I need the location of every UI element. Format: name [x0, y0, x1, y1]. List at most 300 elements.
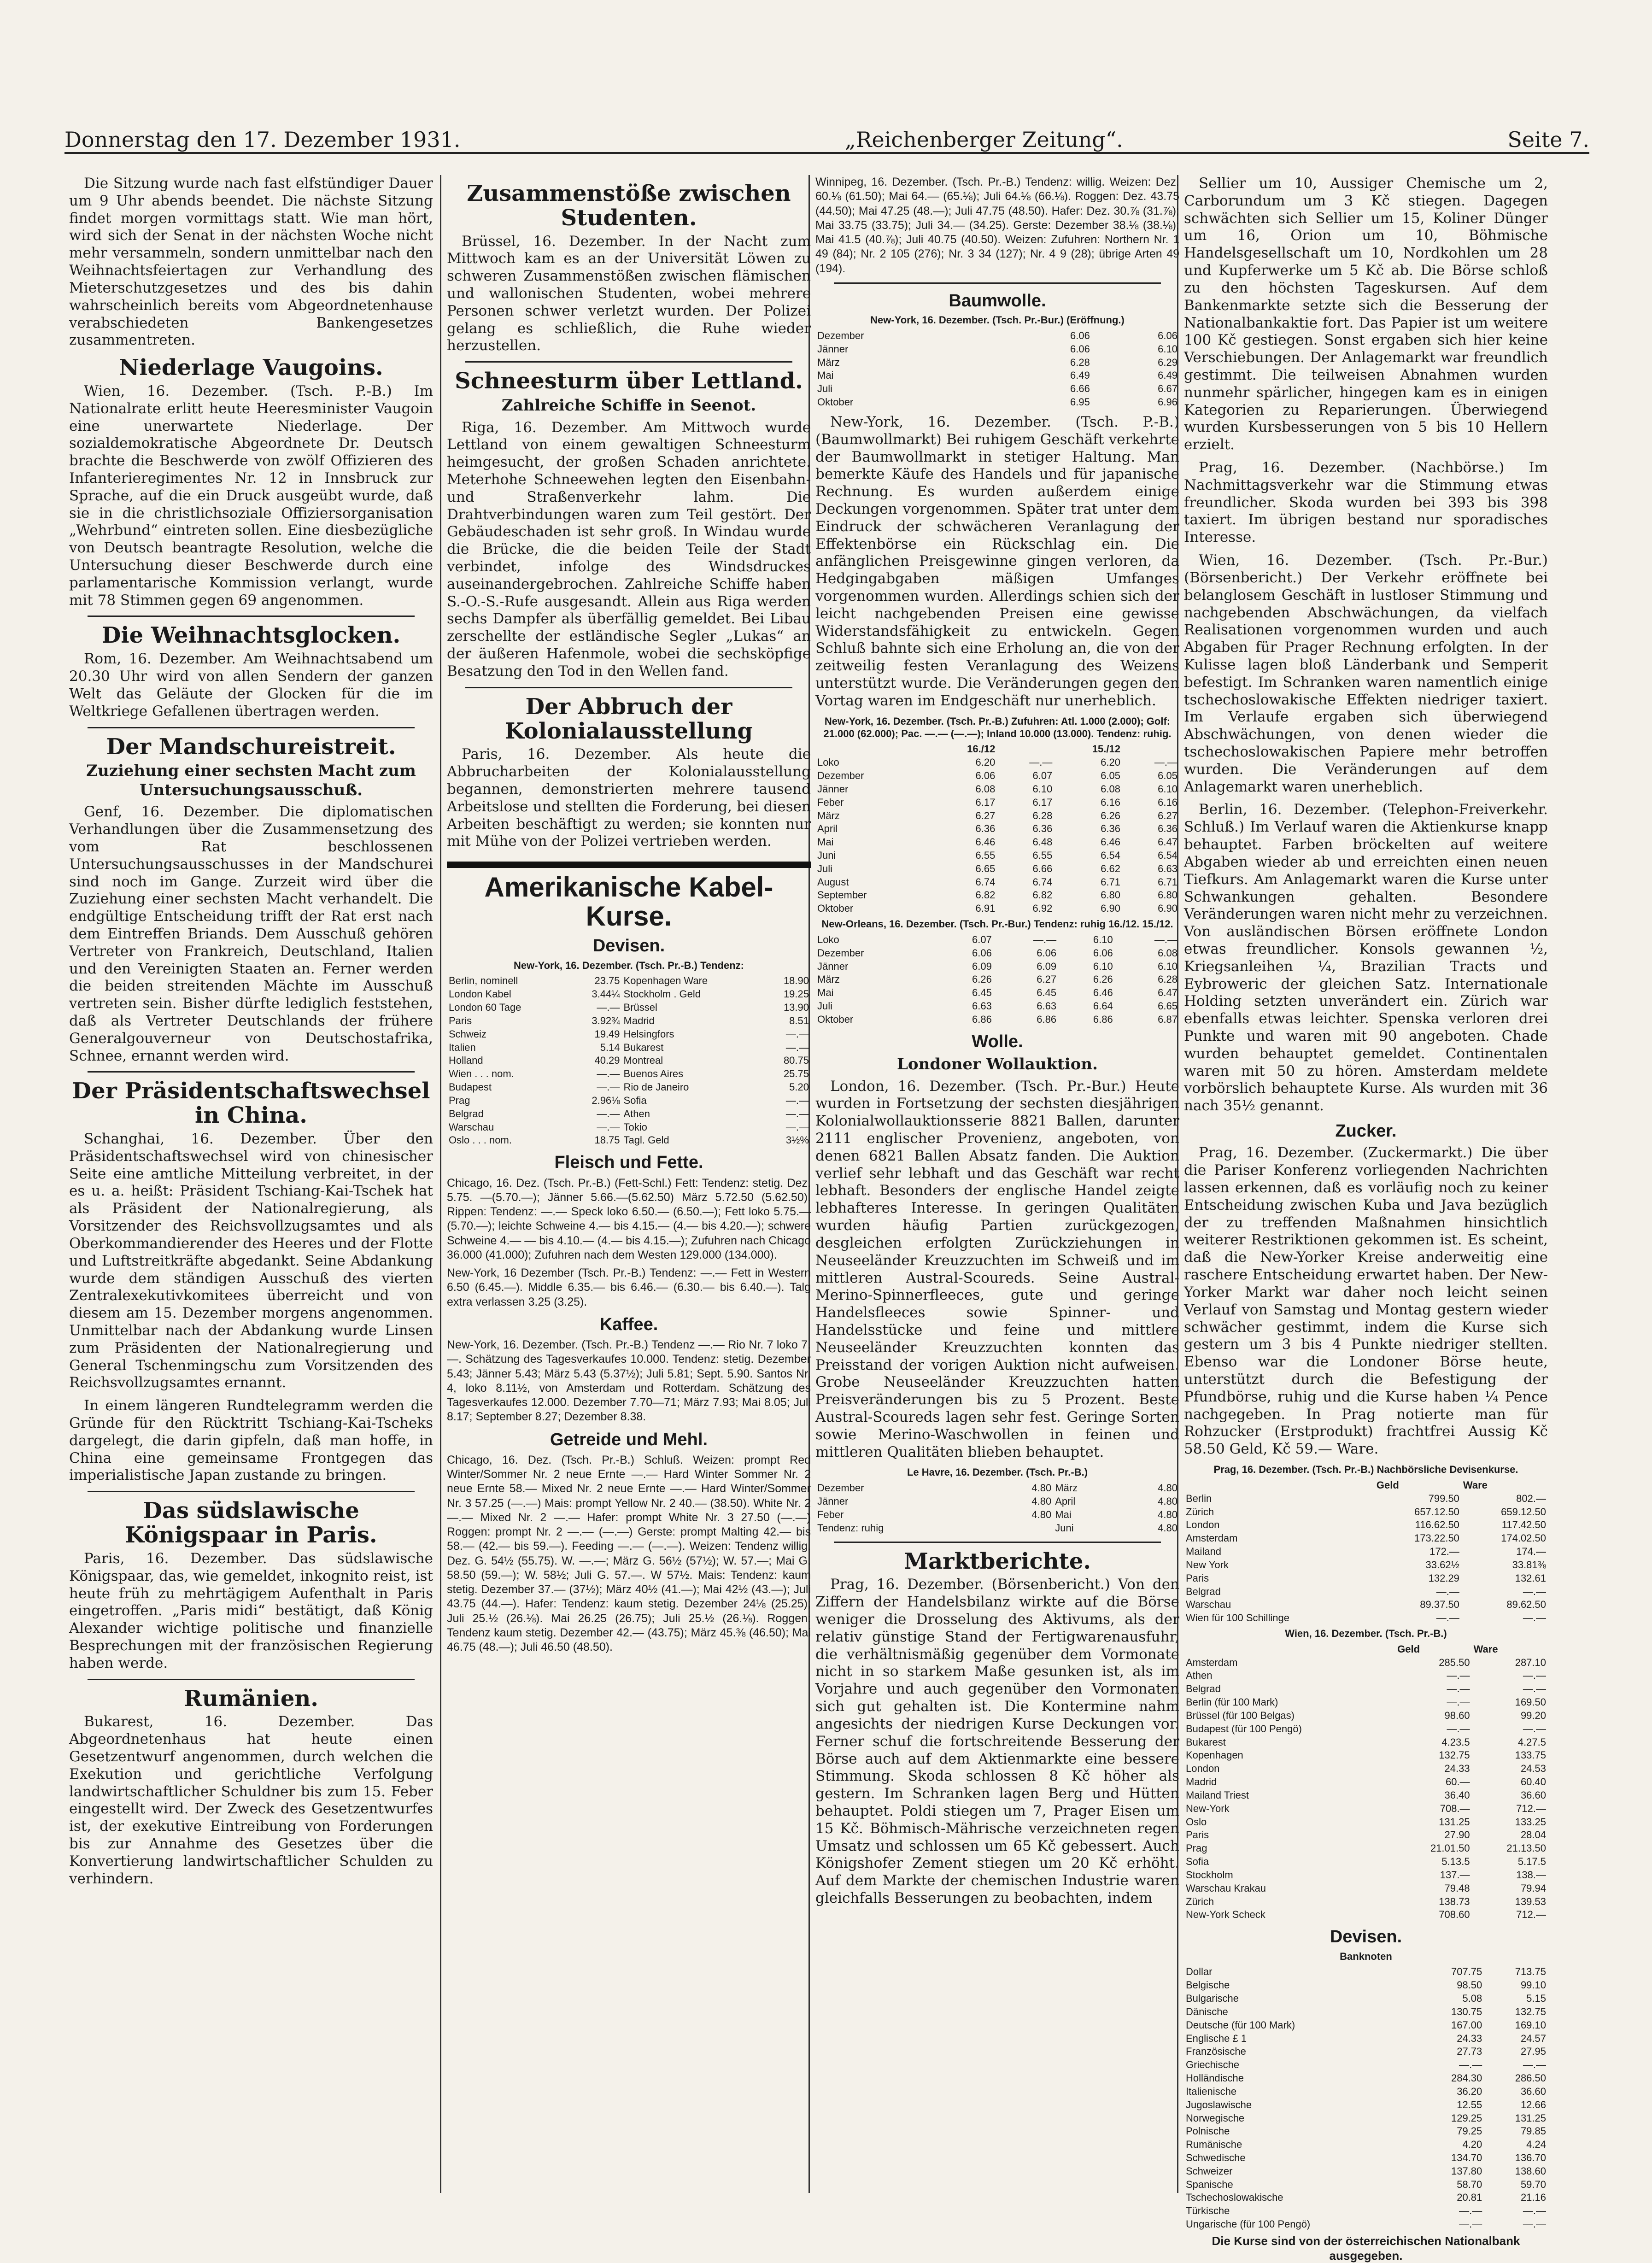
table-cell: 40.29 — [594, 1055, 620, 1067]
table-cell: 6.55 — [975, 850, 996, 861]
table-cell: März — [1055, 1482, 1078, 1494]
table-cell: 20.81 — [1457, 2192, 1482, 2204]
table-cell: 6.92 — [1032, 903, 1053, 915]
table-cell: 802.— — [1516, 1492, 1546, 1504]
table-cell: 12.55 — [1457, 2099, 1482, 2111]
table-cell: 6.06 — [975, 770, 996, 782]
kaffee-heading: Kaffee. — [599, 1314, 658, 1334]
table-cell: 3.92¾ — [592, 1014, 620, 1026]
table-cell: 6.74 — [1032, 876, 1053, 888]
table-row — [1184, 2165, 1548, 2178]
table-cell: August — [817, 876, 849, 888]
getreide-report: Chicago, 16. Dez. (Tsch. Pr.-B.) Schluß. Weizen: prompt Red Winter/Sommer Nr. 2 neue Ernte —.— Hard Winter Sommer Nr. 2 neue Ernte 58.— Mixed Nr. 2 neue Ernte —.— Hard Winter/Sommer Nr. 3 57.25 (—.—) Mais: prompt Yellow Nr. 2 40.— (38.50). White Nr. 2 —.— Mixed Nr. 2 —.— Hafer: prompt White Nr. 3 27.50 (—.—) Roggen: prompt Nr. 2 —.— (—.—) Gerste: prompt Malting 42.— bis 58.— (42.— bis 59.—). Feeding —.— (—.—). Weizen: Tendenz willig. Dez. G. 54½ (55.75). W. —.—; März G. 56½ (57½); W. 57.—; Mai G. 58.50 (59.—); W. 58½; Juli G. 57.—. W 57½. Mais: Tendenz: kaum stetig. Dezember 37.— (37½); März 40½ (41.—); Mai 42½ (43.—); Juli 43.75 (44.—). Hafer: Tendenz: kaum stetig. Dezember 24⅛ (25.25); Juli 25.½ (26.⅛). Mai 26.25 (26.75); Juli 25.½ (26.⅛). Roggen: Tendenz kaum stetig. Dezember 42.— (43.75); März 45.⅜ (46.50); Mai 46.75 (48.—); Juli 46.50 (48.50). — [447, 1453, 811, 1654]
table-cell: 15./12 — [1092, 743, 1120, 755]
table-cell: 138.73 — [1439, 1895, 1470, 1907]
table-cell: 173.22.50 — [1414, 1532, 1459, 1544]
table-cell: —.— — [785, 1041, 809, 1053]
table-row — [1184, 1696, 1548, 1709]
table-cell: 33.81⅜ — [1512, 1559, 1546, 1571]
table-cell: Griechische — [1186, 2059, 1240, 2071]
table-row — [815, 769, 1179, 783]
table-cell: 6.45 — [1037, 987, 1057, 999]
table-cell: 6.86 — [972, 1013, 992, 1025]
table-row — [447, 1081, 811, 1094]
wien-devisen-table — [1184, 1643, 1548, 1922]
table-cell: Dänische — [1186, 2005, 1228, 2017]
table-cell: 6.10 — [1158, 343, 1177, 355]
table-row — [815, 756, 1179, 769]
article-body: Prag, 16. Dezember. (Nachbörse.) Im Nachmittagsverkehr war die Stimmung etwas freundlicher. Skoda wurden bei 393 bis 398 taxiert. Im übrigen bestand nur sporadisches Interesse. — [1184, 459, 1548, 546]
table-cell: Spanische — [1186, 2178, 1233, 2190]
divider — [88, 1491, 415, 1492]
table-row — [1184, 2032, 1548, 2046]
table-row — [1184, 1532, 1548, 1545]
article-title: Zusammenstöße zwischen Studenten. — [467, 181, 791, 231]
table-cell: 6.28 — [1158, 973, 1177, 985]
table-cell: 89.62.50 — [1506, 1599, 1546, 1611]
table-row — [1184, 1736, 1548, 1749]
table-cell: 4.24 — [1526, 2139, 1546, 2151]
table-cell: Italien — [449, 1041, 476, 1053]
table-cell: Paris — [1186, 1829, 1209, 1841]
table-cell: 6.64 — [1093, 1000, 1113, 1012]
winnipeg-report: Winnipeg, 16. Dezember. (Tsch. Pr.-B.) Tendenz: willig. Weizen: Dez. 60.⅛ (61.50); Mai 64.— (65.⅛); Juli 64.⅛ (66.⅛). Roggen: Dez. 43.75 (44.50); Mai 47.25 (48.—); Juli 47.75 (48.50). Hafer: Dez. 30.⅞ (31.⅞); Mai 33.75 (33.75); Juli 34.— (34.25). Gerste: Dezember 38.⅛ (38.⅛); Mai 41.5 (40.⅞); Juli 40.75 (40.50). Weizen: Zufuhren: Northern Nr. 1 49 (84); Nr. 2 105 (276); Nr. 3 34 (127); Nr. 4 9 (28); übrige Arten 49 (194). — [815, 176, 1179, 275]
article-body: Berlin, 16. Dezember. (Telephon-Freiverkehr. Schluß.) Im Verlauf waren die Aktienkurse knapp behauptet. Farben bröckelten auf weitere Abgaben wieder ab und erreichten einen neuen Tiefkurs. Am Anlagemarkt waren die Kurse unter Schwankungen gehalten. Besondere Veränderungen waren nicht mehr zu verzeichnen. Von ausländischen Börsen eröffnete London etwas freundlicher. Konsols gewannen ½, Kriegsanleihen ¼, Brazilian Tracts und Eybroweric der gleichen Satz. Internationale Holding setzten unverändert ein. Zürich war ebenfalls etwas leichter. Spenska verloren drei Punkte und waren mit 90 angeboten. Chade wurden behauptet gemeldet. Continentalen waren mit 50 zu hören. Amsterdam meldete vorbörslich behauptete Kurse. Als wurden mit 36 nach 35½ genannt. — [1184, 801, 1548, 1114]
table-cell: 6.28 — [1070, 356, 1090, 368]
table-cell: 6.95 — [1070, 396, 1090, 408]
table-cell: 4.80 — [1158, 1508, 1177, 1520]
table-cell: 6.07 — [972, 933, 992, 945]
table-row — [1184, 2178, 1548, 2192]
table-cell — [994, 1522, 1053, 1535]
table-cell: 132.75 — [1515, 2005, 1546, 2017]
table-cell: 137.80 — [1451, 2165, 1482, 2177]
article-body: Bukarest, 16. Dezember. Das Abgeordnetenhaus hat heute einen Gesetzentwurf angenommen, durch welchen die Exekution und gerichtliche Verfolgung landwirtschaftlicher Schuldner bis zum 15. Feber eingestellt wird. Der Zweck des Gesetzentwurfes ist, der exekutive Eintreibung von Forderungen bis zur Annahme des Gesetzes über die Konvertierung landwirtschaftlicher Schulden zu verhindern. — [69, 1713, 433, 1887]
table-cell: 19.49 — [594, 1028, 620, 1040]
table-row — [815, 369, 1179, 382]
table-row — [1184, 1723, 1548, 1736]
column-rule — [440, 175, 441, 2193]
table-row — [1184, 2019, 1548, 2032]
table-cell: —.— — [785, 1121, 809, 1133]
page-header — [64, 124, 1589, 154]
table-cell: Deutsche (für 100 Mark) — [1186, 2019, 1295, 2031]
table-cell: Holländische — [1186, 2072, 1244, 2084]
table-cell: Feber — [817, 796, 844, 808]
table-cell: 4.27.5 — [1517, 1736, 1546, 1748]
table-cell: März — [817, 973, 840, 985]
table-cell: Wien . . . nom. — [449, 1068, 514, 1080]
table-cell: 6.26 — [1101, 809, 1120, 821]
table-cell: 79.48 — [1444, 1882, 1470, 1894]
table-cell: März — [817, 809, 840, 821]
table-cell: Oktober — [817, 1013, 854, 1025]
table-cell: Jänner — [817, 783, 849, 795]
table-cell: 131.25 — [1515, 2112, 1546, 2124]
fleisch-report: Chicago, 16. Dez. (Tsch. Pr.-B.) (Fett-Schl.) Fett: Tendenz: stetig. Dez. 5.75. —(5.70.—); Jänner 5.66.—(5.62.50) März 5.72.50 (5.62.50). Rippen: Tendenz: —.— Speck loko 6.50.— (6.50.—); Fett loko 5.75.— (5.70.—); leichte Schweine 4.— bis 4.15.— (4.— bis 4.20.—); schwere Schweine 4.— — bis 4.10.— (4.— bis 4.15.—); Zufuhren nach Chicago 36.000 (41.000); Zufuhren nach dem Westen 129.000 (134.000). — [447, 1176, 811, 1261]
quote-table-header: New-York, 16. Dezember. (Tsch. Pr.-B.) Zufuhren: Atl. 1.000 (2.000); Golf: 21.000 (62.000); Pac. —.— (—.—); Inland 10.000 (13.000). Tendenz: ruhig. — [823, 715, 1172, 739]
table-cell: 5.08 — [1462, 1993, 1482, 2005]
table-cell: —.— — [597, 1068, 620, 1080]
table-cell: 286.50 — [1515, 2072, 1546, 2084]
table-cell: 98.60 — [1444, 1709, 1470, 1721]
table-cell: —.— — [1154, 756, 1177, 768]
table-row — [1184, 1829, 1548, 1842]
table-cell: 28.04 — [1520, 1829, 1546, 1841]
table-row — [815, 947, 1179, 960]
table-row — [1184, 1598, 1548, 1612]
table-row — [1184, 2204, 1548, 2218]
table-cell: 6.10 — [1093, 960, 1113, 972]
table-row — [1184, 1518, 1548, 1532]
table-cell: 138.60 — [1515, 2165, 1546, 2177]
table-cell: Stockholm — [1186, 1869, 1233, 1881]
table-cell: —.— — [1029, 756, 1053, 768]
table-cell: —.— — [1523, 1723, 1546, 1735]
quote-table-header: Prag, 16. Dezember. (Tsch. Pr.-B.) Nachbörsliche Devisenkurse. — [1213, 1464, 1518, 1476]
table-cell: 6.63 — [1037, 1000, 1057, 1012]
article-body: Wien, 16. Dezember. (Tsch. Pr.-Bur.) (Börsenbericht.) Der Verkehr eröffnete bei belanglosem Geschäft in lustloser Stimmung und nachgebenden Abschwächungen, da vielfach Realisationen vorgenommen wurden und auch Abgaben für Prager Rechnung erfolgten. In der Kulisse lagen bloß Länderbank und Semperit befestigt. Im Schranken waren namentlich einige tschechoslowakische Effekten niedriger taxiert. Im Verlaufe ergaben sich überwiegend Abschwächungen, von denen wieder die tschechoslowakischen Papiere mehr betroffen wurden. Die Veränderungen auf dem Anlagemarkt waren unerheblich. — [1184, 552, 1548, 795]
table-cell: Loko — [817, 756, 839, 768]
table-row — [447, 1121, 811, 1134]
table-cell: —.— — [597, 1081, 620, 1093]
table-cell: 6.08 — [1101, 783, 1120, 795]
table-cell: Paris — [449, 1014, 472, 1026]
table-cell: Tschechoslowakische — [1186, 2192, 1283, 2204]
quote-table-header: Le Havre, 16. Dezember. (Tsch. Pr.-B.) — [907, 1466, 1088, 1478]
table-cell: 6.16 — [1158, 796, 1177, 808]
quote-table-header: New-York, 16. Dezember. (Tsch. Pr.-Bur.) (Eröffnung.) — [870, 314, 1125, 326]
table-row — [1184, 1572, 1548, 1585]
table-cell: 6.96 — [1158, 396, 1177, 408]
table-row — [447, 1014, 811, 1028]
header-paper-title: „Reichenberger Zeitung“. — [845, 127, 1123, 152]
table-row — [1184, 1492, 1548, 1506]
table-cell: 657.12.50 — [1414, 1506, 1459, 1518]
baumwolle-table — [815, 329, 1179, 409]
fleisch-heading: Fleisch und Fette. — [554, 1153, 703, 1173]
table-cell: 6.06 — [1158, 329, 1177, 341]
table-row — [447, 988, 811, 1001]
table-cell: Budapest (für 100 Pengö) — [1186, 1723, 1302, 1735]
table-row — [1184, 2099, 1548, 2112]
table-cell: April — [817, 823, 838, 835]
table-cell: 6.05 — [1158, 770, 1177, 782]
table-row — [1184, 1709, 1548, 1723]
table-cell: Wien für 100 Schillinge — [1186, 1612, 1290, 1624]
table-row — [447, 1134, 811, 1147]
table-cell: 6.28 — [1032, 809, 1053, 821]
table-row — [815, 743, 1179, 756]
table-cell: Stockholm . Geld — [623, 988, 701, 1000]
table-row — [1184, 1789, 1548, 1802]
table-cell: 6.46 — [1101, 836, 1120, 848]
table-cell: 4.20 — [1462, 2139, 1482, 2151]
column-1 — [69, 175, 433, 2193]
table-row — [447, 1067, 811, 1081]
table-cell: 5.14 — [600, 1041, 620, 1053]
marktberichte-heading: Marktberichte. — [903, 1548, 1091, 1574]
table-row — [1184, 1506, 1548, 1519]
table-cell: 6.36 — [1158, 823, 1177, 835]
zucker-report: Prag, 16. Dezember. (Zuckermarkt.) Die über die Pariser Konferenz vorliegenden Nachrichten lassen erkennen, daß es vorläufig noch zu keiner Entscheidung zwischen Kuba und Java bezüglich der zu treffenden Maßnahmen hinsichtlich weiterer Restriktionen gekommen ist. Es scheint, daß die New-Yorker Kreise anderweitig eine raschere Entscheidung erwartet haben. Der New-Yorker Markt war daher noch leicht seinen Verlauf von Samstag und Montag gestern wieder schwächer gestimmt, indem die Kurse sich gestern um 3 bis 4 Punkte niedriger stellten. Ebenso war die Londoner Börse heute, unterstützt durch die Befestigung der Pfundbörse, ruhig und die Kurse haben ¼ Pence nachgegeben. In Prag notierte man für Rohzucker (Erstprodukt) frachtfrei Aussig Kč 58.50 Geld, Kč 59.— Ware. — [1184, 1144, 1548, 1458]
table-cell: —.— — [785, 1108, 809, 1120]
table-row — [815, 783, 1179, 796]
table-cell: Dezember — [817, 770, 864, 782]
table-cell: Mai — [1055, 1508, 1072, 1520]
table-cell: 6.49 — [1158, 369, 1177, 381]
table-cell: —.— — [1523, 2218, 1546, 2230]
table-cell: 6.80 — [1158, 889, 1177, 901]
table-cell: London — [1186, 1519, 1220, 1531]
table-cell: 133.25 — [1515, 1816, 1546, 1828]
table-cell: 4.80 — [1031, 1482, 1052, 1494]
table-row — [1184, 1992, 1548, 2005]
table-cell: 6.46 — [1093, 987, 1113, 999]
table-row — [815, 822, 1179, 836]
table-row — [1184, 1545, 1548, 1559]
table-cell: 132.75 — [1439, 1749, 1470, 1761]
table-cell: —.— — [1523, 2205, 1546, 2217]
table-row — [815, 933, 1179, 947]
table-row — [815, 356, 1179, 369]
table-cell: 5.15 — [1526, 1993, 1546, 2005]
table-cell: Juli — [817, 862, 833, 874]
table-row — [1184, 2152, 1548, 2165]
table-cell: Amsterdam — [1186, 1656, 1238, 1668]
marktberichte-report: Prag, 16. Dezember. (Börsenbericht.) Von den Ziffern der Handelsbilanz wirkte auf die Börse weniger die Drosselung des Aktivums, als der relativ günstige Stand der Fertigwarenausfuhr, die verhältnismäßig gegenüber dem Vormonate nicht in so starkem Maße gesunken ist, als im Vorjahre und auch gegenüber den Vormonaten sich gut gehalten ist. Die Kontermine nahm angesichts der niedrigen Kurse Deckungen vor. Ferner schuf die fortschreitende Besserung der Börse auch auf dem Aktienmarkte eine bessere Stimmung. Skoda schlossen 8 Kč höher als gestern. Im Schranken lagen Berg und Hütten behauptet. Poldi stiegen um 7, Prager Eisen um 15 Kč. Böhmisch-Mährische verzeichneten regen Umsatz und schlossen um 65 Kč gebessert. Auch Königshofer Zement stiegen um 20 Kč erhöht. Auf dem Markte der chemischen Industrie waren gleichfalls Besserungen zu beobachten, indem — [815, 1576, 1179, 1907]
article-subtitle: Zahlreiche Schiffe in Seenot. — [501, 396, 756, 415]
table-cell: 4.80 — [1158, 1482, 1177, 1494]
table-cell: Montreal — [623, 1055, 663, 1067]
table-cell: 4.80 — [1031, 1495, 1052, 1507]
table-cell: Italienische — [1186, 2085, 1237, 2097]
article-subtitle: Zuziehung einer sechsten Macht zum Untersuchungsausschuß. — [86, 762, 416, 799]
table-cell: 79.94 — [1520, 1882, 1546, 1894]
article-body: Paris, 16. Dezember. Als heute die Abbrucharbeiten der Kolonialausstellung begannen, demonstrierten mehrere tausend Arbeitslose und stellten die Forderung, bei diesen Arbeiten beschäftigt zu werden; sie konnten nur mit Mühe von der Polizei vertrieben werden. — [447, 746, 811, 850]
table-row — [1184, 2045, 1548, 2058]
table-cell: 659.12.50 — [1501, 1506, 1546, 1518]
table-cell: 6.27 — [1158, 809, 1177, 821]
column-2 — [447, 175, 811, 2193]
nachboerse-table — [1184, 1479, 1548, 1625]
table-cell: 134.70 — [1451, 2152, 1482, 2163]
table-cell: —.— — [597, 1121, 620, 1133]
table-cell: 5.17.5 — [1517, 1856, 1546, 1868]
table-cell: Warschau — [449, 1121, 494, 1133]
table-cell: 6.20 — [1101, 756, 1120, 768]
table-cell: 712.— — [1516, 1802, 1546, 1814]
table-cell: Mai — [817, 987, 834, 999]
table-row — [815, 796, 1179, 809]
table-cell — [997, 743, 1054, 756]
table-cell: —.— — [1033, 933, 1057, 945]
table-row — [815, 960, 1179, 973]
table-row — [815, 862, 1179, 876]
table-row — [815, 986, 1179, 1000]
table-cell: Warschau — [1186, 1599, 1231, 1611]
table-row — [1184, 2072, 1548, 2085]
table-cell: 6.80 — [1101, 889, 1120, 901]
table-cell: September — [817, 889, 867, 901]
havre-table — [815, 1482, 1179, 1535]
table-cell: —.— — [1447, 1670, 1470, 1682]
banknoten-table — [1184, 1965, 1548, 2231]
table-cell: 6.66 — [1070, 383, 1090, 395]
table-cell: Belgrad — [449, 1108, 484, 1120]
table-row — [815, 889, 1179, 902]
table-cell: 3.44¼ — [592, 988, 620, 1000]
table-cell: 287.10 — [1515, 1656, 1546, 1668]
table-cell: 6.63 — [1158, 862, 1177, 874]
table-cell: Buenos Aires — [623, 1068, 684, 1080]
table-cell: 6.36 — [1101, 823, 1120, 835]
table-cell: Geld — [1397, 1643, 1420, 1655]
table-cell: 3½% — [785, 1134, 809, 1146]
table-cell: 6.90 — [1101, 903, 1120, 915]
table-cell: 6.27 — [975, 809, 996, 821]
table-row — [1184, 1479, 1548, 1492]
table-cell: 25.75 — [783, 1068, 809, 1080]
table-cell: Juni — [1055, 1522, 1074, 1534]
table-cell: Prag — [1186, 1842, 1207, 1854]
table-cell: Berlin, nominell — [449, 975, 518, 987]
table-cell: Jänner — [817, 343, 849, 355]
table-row — [815, 809, 1179, 823]
table-cell: 23.75 — [594, 975, 620, 987]
section-rule — [447, 862, 811, 868]
table-cell: Brüssel — [623, 1002, 657, 1014]
header-date: Donnerstag den 17. Dezember 1931. — [64, 127, 461, 152]
table-cell: 6.10 — [1032, 783, 1053, 795]
quote-table-header: New-Orleans, 16. Dezember. (Tsch. Pr.-Bur.) Tendenz: ruhig 16./12. 15./12. — [821, 918, 1173, 930]
table-row — [1184, 1802, 1548, 1816]
table-cell: 799.50 — [1428, 1492, 1459, 1504]
article-body: Rom, 16. Dezember. Am Weihnachtsabend um 20.30 Uhr wird von allen Sendern der ganzen Welt das Geläute der Glocken für die im Weltkriege Gefallenen übertragen werden. — [69, 651, 433, 720]
table-row — [1184, 1683, 1548, 1696]
table-cell: 132.29 — [1428, 1572, 1459, 1584]
table-cell: Belgische — [1186, 1979, 1230, 1991]
table-cell: 89.37.50 — [1420, 1599, 1459, 1611]
table-cell: Oslo . . . nom. — [449, 1134, 512, 1146]
table-cell: Madrid — [1186, 1776, 1217, 1788]
table-cell: 708.60 — [1439, 1909, 1470, 1921]
table-cell: 6.09 — [1037, 960, 1057, 972]
table-cell: 6.54 — [1101, 850, 1120, 861]
table-cell: 12.66 — [1520, 2099, 1546, 2111]
table-cell: Athen — [1186, 1670, 1213, 1682]
table-cell: Jänner — [817, 1495, 849, 1507]
table-cell: Jugoslawische — [1186, 2099, 1252, 2111]
table-cell: Norwegische — [1186, 2112, 1245, 2124]
quote-table-header: Banknoten — [1340, 1950, 1392, 1962]
table-cell: Oktober — [817, 903, 854, 915]
table-cell: —.— — [1436, 1612, 1459, 1624]
table-row — [1184, 1643, 1548, 1656]
table-cell: 6.86 — [1093, 1013, 1113, 1025]
footer-note: Die Kurse sind von der österreichischen Nationalbank ausgegeben. — [1212, 2234, 1520, 2263]
table-cell: Feber — [817, 1508, 844, 1520]
table-row — [815, 902, 1179, 915]
table-cell: Dezember — [817, 329, 864, 341]
table-row — [447, 1108, 811, 1121]
table-cell: 36.20 — [1457, 2085, 1482, 2097]
table-row — [815, 1522, 1179, 1535]
table-cell: 36.60 — [1520, 1789, 1546, 1801]
article-body: Schanghai, 16. Dezember. Über den Präsidentschaftswechsel wird von chinesischer Seite eine amtliche Mitteilung verbreitet, in der es u. a. heißt: Präsident Tschiang-Kai-Tschek hat als Präsident der Nationalregierung, als Vorsitzender des Reichsvollzugsamtes und als Oberkommandierender des Heeres und der Flotte und Luftstreitkräfte abgedankt. Seine Abdankung wurde dem ständigen Ausschuß des vierten Zentralexekutivkomitees überreicht und von diesem am 15. Dezember morgens angenommen. Unmittelbar nach der Abdankung wurde Linsen zum Präsidenten der Nationalregierung und General Tschenmingschu zum Vorsitzenden des Reichsvollzugsamtes ernannt. — [69, 1131, 433, 1391]
table-cell: Französische — [1186, 2046, 1246, 2058]
table-cell: 6.86 — [1037, 1013, 1057, 1025]
table-row — [815, 396, 1179, 409]
table-cell: 6.08 — [1158, 947, 1177, 959]
table-row — [447, 1028, 811, 1041]
table-cell: Geld — [1376, 1479, 1399, 1491]
table-cell: 713.75 — [1515, 1966, 1546, 1978]
table-cell: Berlin — [1186, 1492, 1212, 1504]
table-cell: Loko — [817, 933, 839, 945]
table-cell: 6.06 — [1093, 947, 1113, 959]
table-cell: Brüssel (für 100 Belgas) — [1186, 1709, 1295, 1721]
table-row — [815, 343, 1179, 356]
table-cell: 27.73 — [1457, 2046, 1482, 2058]
table-cell: —.— — [1459, 2205, 1482, 2217]
table-cell: 6.74 — [975, 876, 996, 888]
table-cell: Sofia — [1186, 1856, 1209, 1868]
table-cell: 6.82 — [975, 889, 996, 901]
table-cell: 36.40 — [1444, 1789, 1470, 1801]
senate-article-end: Die Sitzung wurde nach fast elfstündiger Dauer um 9 Uhr abends beendet. Die nächste Sitzung findet morgen vormittags statt. Wie man hört, wird sich der Senat in der nächsten Woche nicht mehr versammeln, sondern unmittelbar nach den Weihnachtsfeiertagen zur Verhandlung des Mieterschutzgesetzes und des bis dahin wahrscheinlich bereits vom Abgeordnetenhause verabschiedeten Bankengesetzes zusammentreten. — [69, 175, 433, 349]
table-cell: 6.20 — [975, 756, 996, 768]
table-cell: Bulgarische — [1186, 1993, 1239, 2005]
table-cell: 24.33 — [1444, 1763, 1470, 1775]
table-cell: —.— — [1436, 1585, 1459, 1597]
table-cell: Kopenhagen — [1186, 1749, 1243, 1761]
table-cell: 708.— — [1440, 1802, 1470, 1814]
article-title: Der Präsidentschaftswechsel in China. — [72, 1078, 430, 1129]
table-cell: Prag — [449, 1094, 470, 1106]
table-cell: —.— — [1447, 1723, 1470, 1735]
table-cell: 6.05 — [1101, 770, 1120, 782]
table-cell: 99.10 — [1520, 1979, 1546, 1991]
table-cell: 6.62 — [1101, 862, 1120, 874]
table-cell: 19.25 — [783, 988, 809, 1000]
table-cell: April — [1055, 1495, 1076, 1507]
baumwolle-table-2 — [815, 743, 1179, 915]
table-cell: 24.53 — [1520, 1763, 1546, 1775]
table-cell: 6.09 — [972, 960, 992, 972]
table-cell: Paris — [1186, 1572, 1209, 1584]
table-cell: 60.40 — [1520, 1776, 1546, 1788]
table-cell: 6.71 — [1101, 876, 1120, 888]
table-cell: Jänner — [817, 960, 849, 972]
table-cell: 138.— — [1516, 1869, 1546, 1881]
divider — [465, 687, 792, 688]
article-body: In einem längeren Rundtelegramm werden die Gründe für den Rücktritt Tschiang-Kai-Tscheks dargelegt, die darin gipfeln, daß man hoffe, in China eine gemeinsame Frontgegen das imperialistische Japan zustande zu bringen. — [69, 1397, 433, 1484]
baumwolle-heading: Baumwolle. — [949, 291, 1046, 311]
table-row — [815, 382, 1179, 396]
table-cell: Polnische — [1186, 2125, 1230, 2137]
table-cell: 99.20 — [1520, 1709, 1546, 1721]
table-cell: 117.42.50 — [1501, 1519, 1546, 1531]
table-row — [1184, 1869, 1548, 1882]
table-cell: Amsterdam — [1186, 1532, 1238, 1544]
table-cell: 6.36 — [1032, 823, 1053, 835]
table-cell: 18.90 — [783, 975, 809, 987]
table-cell: Juli — [817, 383, 833, 395]
table-cell: —.— — [597, 1108, 620, 1120]
table-cell: Oslo — [1186, 1816, 1207, 1828]
table-row — [1184, 1612, 1548, 1625]
